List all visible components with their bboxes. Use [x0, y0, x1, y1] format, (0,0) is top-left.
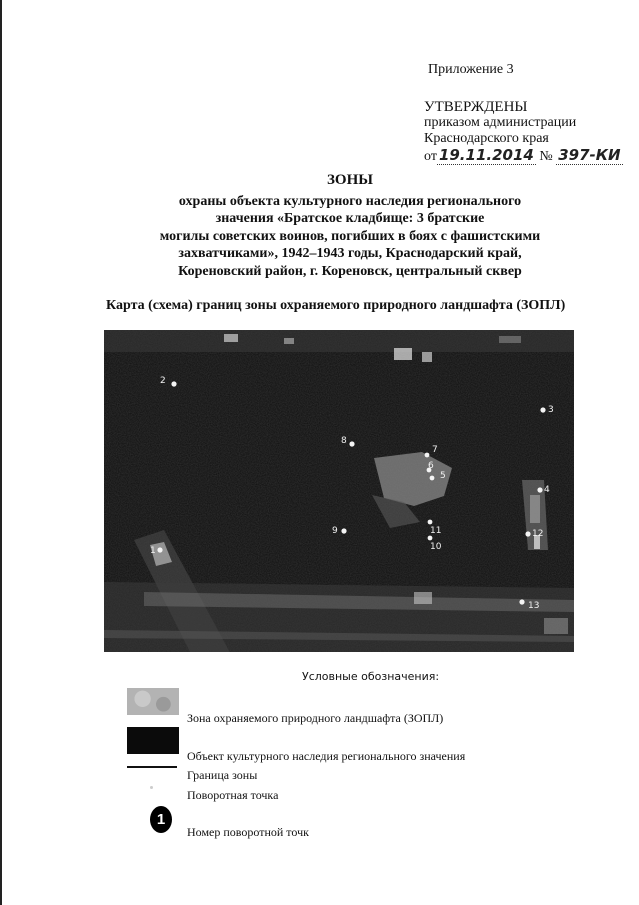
point-label-5: 5 — [440, 471, 446, 481]
approved-title: УТВЕРЖДЕНЫ — [424, 99, 528, 115]
map-scheme — [104, 330, 574, 652]
legend-swatch-zone — [127, 688, 179, 715]
turn-point-7 — [425, 453, 430, 458]
approval-block — [424, 99, 623, 165]
appendix-label: Приложение 3 — [428, 62, 514, 77]
title-line-4: захватчиками», 1942–1943 годы, Краснодарский край, — [178, 246, 522, 261]
date-prefix: от — [424, 149, 437, 164]
title-line-2: значения «Братское кладбище: 3 братские — [215, 211, 485, 226]
turn-point-13 — [519, 599, 524, 604]
turn-point-1 — [157, 547, 162, 552]
point-label-1: 1 — [150, 546, 156, 556]
turn-point-11 — [428, 520, 433, 525]
map-caption: Карта (схема) границ зоны охраняемого природного ландшафта (ЗОПЛ) — [106, 298, 566, 313]
point-label-10: 10 — [430, 542, 442, 552]
point-label-8: 8 — [341, 436, 347, 446]
turn-point-12 — [525, 531, 530, 536]
point-label-11: 11 — [430, 526, 442, 536]
point-label-7: 7 — [432, 445, 438, 455]
point-label-6: 6 — [428, 461, 434, 471]
title-heading: ЗОНЫ — [327, 172, 373, 188]
title-line-3: могилы советских воинов, погибших в боях с фашистскими — [159, 228, 541, 244]
legend-label-zone: Зона охраняемого природного ландшафта (ЗОПЛ) — [187, 711, 444, 725]
document-title — [100, 172, 600, 280]
legend-swatch-object — [127, 727, 179, 754]
legend-label-object: Объект культурного наследия регионального значения — [187, 749, 466, 763]
handwritten-date: 19.11.2014 — [438, 146, 534, 164]
approved-by-line1: приказом администрации — [424, 115, 577, 130]
turn-point-8 — [349, 441, 354, 446]
legend-swatch-border — [127, 766, 177, 768]
number-prefix: № — [539, 149, 553, 164]
title-line-5: Кореновский район, г. Кореновск, центральный сквер — [178, 263, 522, 279]
turn-point-2 — [171, 381, 176, 386]
point-label-9: 9 — [332, 526, 338, 536]
legend-title: Условные обозначения: — [302, 670, 440, 683]
turn-point-5 — [430, 476, 435, 481]
turn-point-4 — [537, 487, 542, 492]
turn-point-10 — [428, 536, 433, 541]
date-number-line — [424, 147, 623, 165]
point-label-4: 4 — [544, 485, 550, 495]
turn-point-3 — [540, 407, 545, 412]
turn-point-9 — [341, 528, 346, 533]
page-edge — [0, 0, 2, 905]
legend-swatch-turn-point — [150, 786, 153, 789]
point-label-2: 2 — [160, 376, 166, 386]
point-label-3: 3 — [548, 405, 554, 415]
approved-by-line2: Краснодарского края — [424, 131, 549, 146]
legend-swatch-number: 1 — [150, 806, 172, 833]
legend-label-number: Номер поворотной точк — [187, 825, 309, 839]
point-label-12: 12 — [532, 529, 544, 539]
map-imagery — [104, 330, 574, 652]
legend-label-turn-point: Поворотная точка — [187, 788, 279, 802]
title-line-1: охраны объекта культурного наследия регионального — [178, 193, 522, 209]
legend-label-border: Граница зоны — [187, 768, 258, 782]
handwritten-number: 397-КИ — [558, 146, 621, 164]
point-label-13: 13 — [528, 601, 540, 611]
